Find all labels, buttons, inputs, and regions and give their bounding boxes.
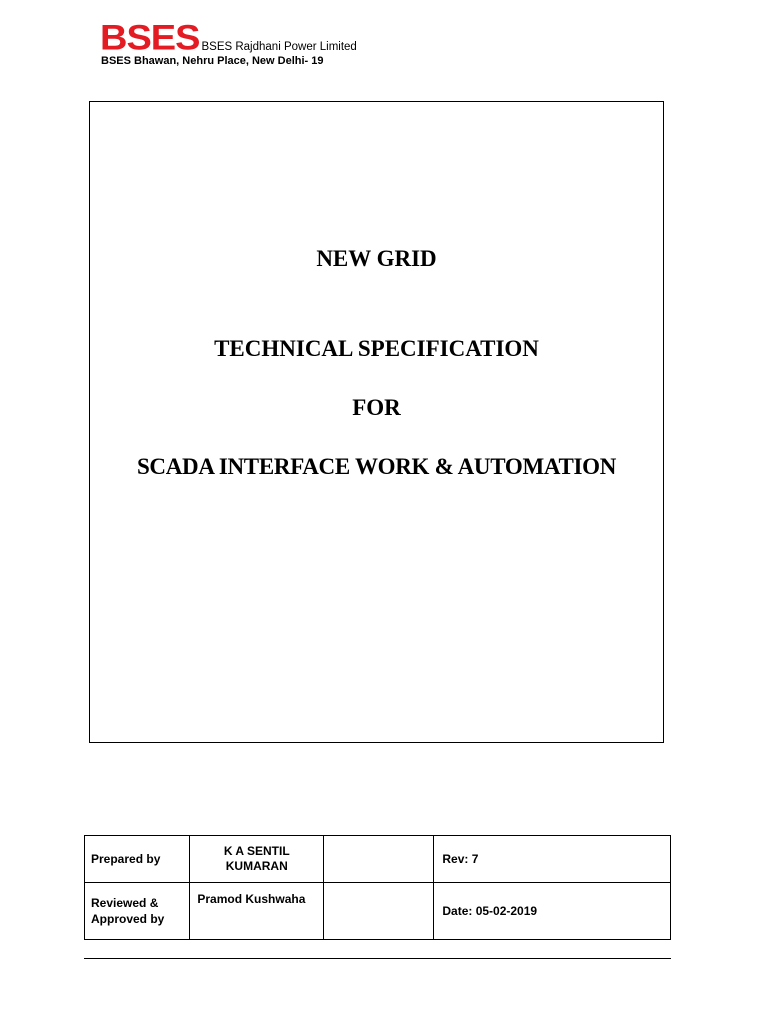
table-row (85, 883, 671, 940)
empty-cell (324, 836, 434, 883)
prepared-by-label: Prepared by (85, 836, 190, 883)
approval-table (84, 835, 671, 940)
company-address: BSES Bhawan, Nehru Place, New Delhi- 19 (101, 55, 324, 67)
reviewed-by-name: Pramod Kushwaha (190, 883, 324, 940)
empty-cell (324, 883, 434, 940)
revision-cell: Rev: 7 (434, 836, 671, 883)
cover-title-box (89, 101, 664, 743)
prepared-name-line-1: K A SENTIL (223, 844, 290, 858)
cover-title-line-1: NEW GRID (316, 246, 437, 271)
logo-row (100, 19, 357, 58)
reviewed-approved-label (85, 883, 190, 940)
footer-divider (84, 958, 671, 959)
date-cell: Date: 05-02-2019 (434, 883, 671, 940)
table-row (85, 836, 671, 883)
prepared-name-line-2: KUMARAN (225, 859, 288, 873)
cover-title-line-4: SCADA INTERFACE WORK & AUTOMATION (136, 454, 617, 479)
company-name: BSES Rajdhani Power Limited (201, 41, 357, 53)
document-header (100, 20, 357, 67)
prepared-by-name (190, 836, 324, 883)
cover-title-line-2: TECHNICAL SPECIFICATION (214, 336, 539, 361)
bses-logo: BSES (100, 19, 200, 58)
cover-title-line-3: FOR (352, 395, 401, 420)
reviewed-label-line-2: Approved by (91, 912, 165, 926)
reviewed-label-line-1: Reviewed & (91, 896, 159, 910)
